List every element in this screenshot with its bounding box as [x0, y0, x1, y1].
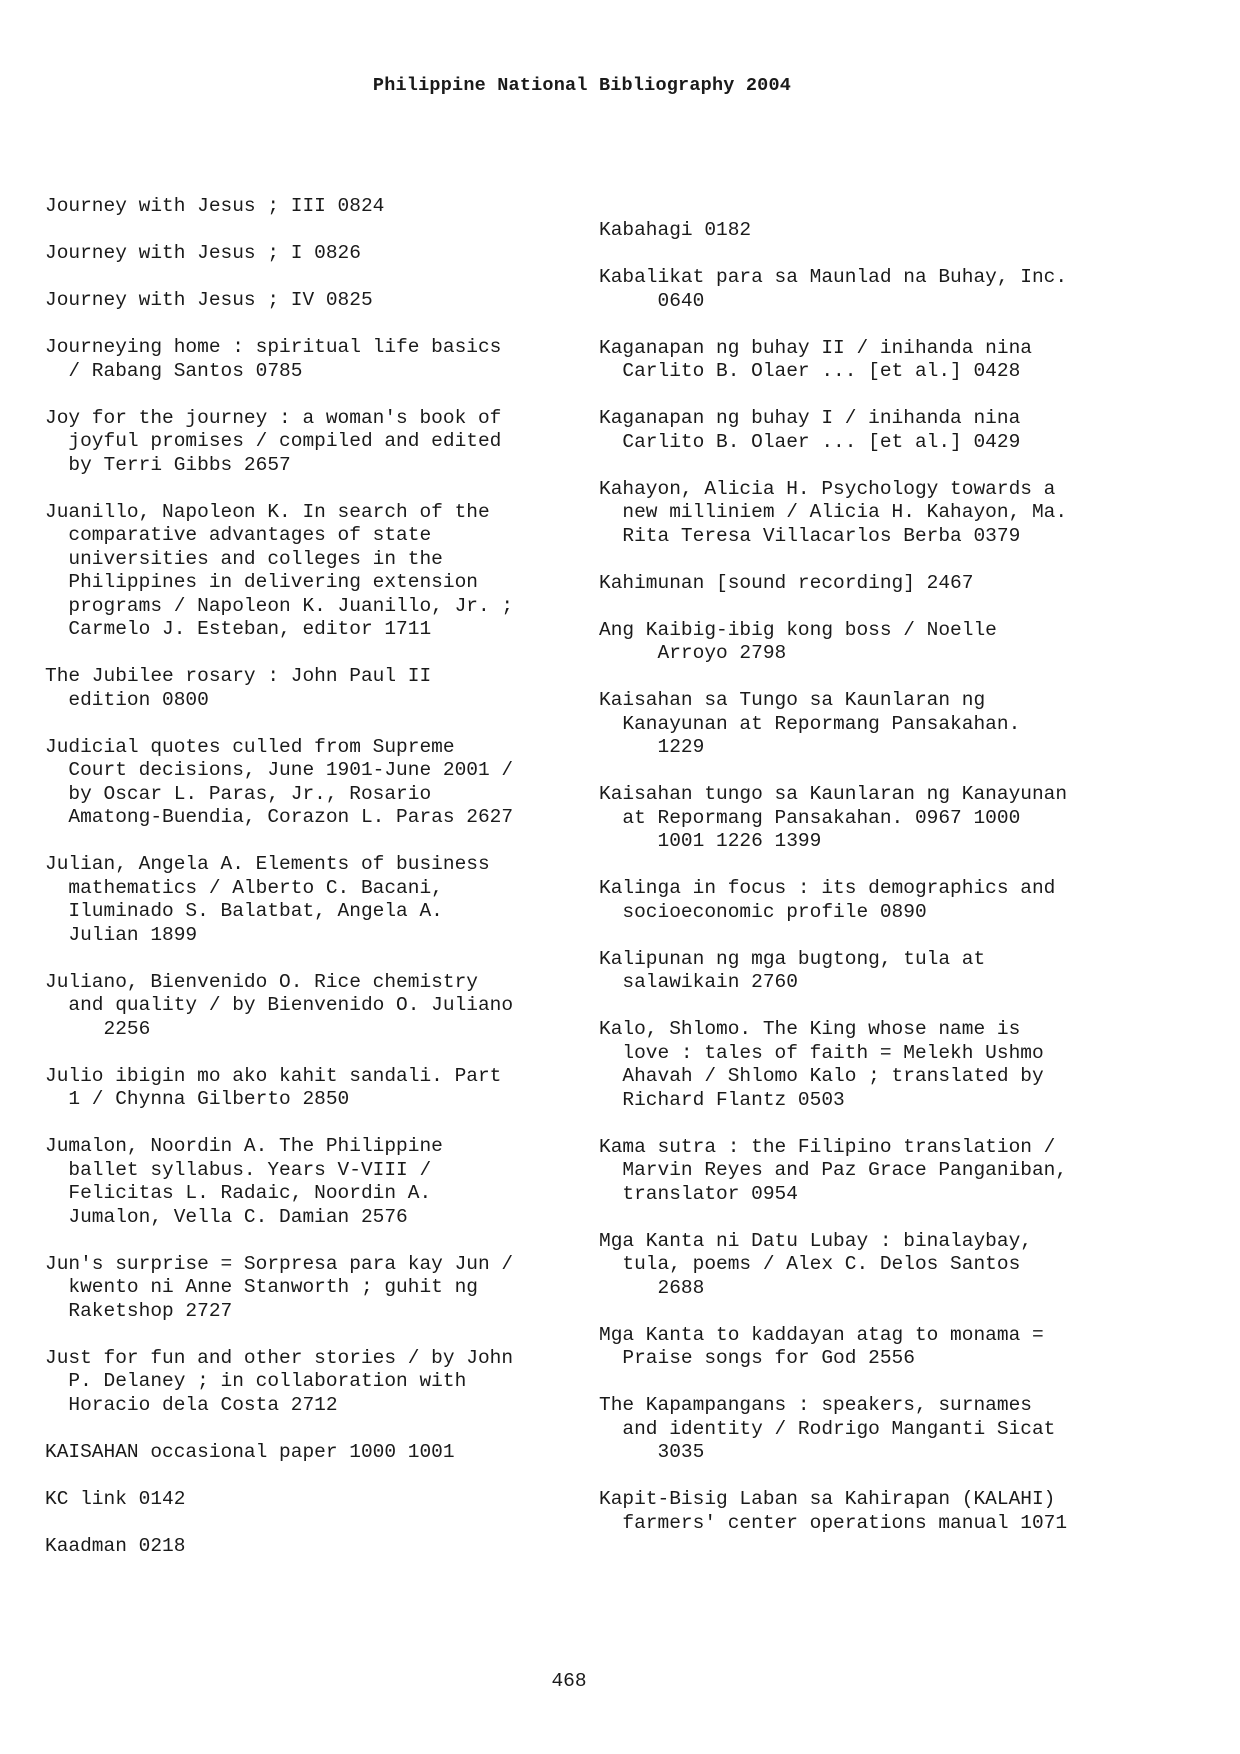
list-item: Kaganapan ng buhay I / inihanda nina Carlito B. Olaer ... [et al.] 0429 [599, 407, 1021, 453]
list-item: Kalinga in focus : its demographics and socioeconomic profile 0890 [599, 877, 1056, 923]
list-item: Judicial quotes culled from Supreme Court decisions, June 1901-June 2001 / by Oscar L. Paras, Jr., Rosario Amatong-Buendia, Corazon L. Paras 2627 [45, 735, 514, 828]
list-item: Kalipunan ng mga bugtong, tula at salawikain 2760 [599, 947, 986, 993]
list-item: Kaisahan sa Tungo sa Kaunlaran ng Kanayunan at Repormang Pansakahan. 1229 [599, 689, 1021, 758]
list-item: Kaisahan tungo sa Kaunlaran ng Kanayunan at Repormang Pansakahan. 0967 1000 1001 1226 1399 [599, 783, 1068, 852]
page-title: Philippine National Bibliography 2004 [372, 75, 792, 96]
page-number: 468 [551, 1670, 587, 1692]
list-item: Journeying home : spiritual life basics / Rabang Santos 0785 [45, 336, 502, 382]
list-item: Julian, Angela A. Elements of business mathematics / Alberto C. Bacani, Iluminado S. Balatbat, Angela A. Julian 1899 [45, 853, 490, 946]
list-item: Just for fun and other stories / by John P. Delaney ; in collaboration with Horacio dela Costa 2712 [45, 1346, 514, 1416]
list-item: The Kapampangans : speakers, surnames and identity / Rodrigo Manganti Sicat 3035 [599, 1394, 1056, 1463]
list-item: Juanillo, Napoleon K. In search of the comparative advantages of state universities and colleges in the Philippines in delivering extension programs / Napoleon K. Juanillo, Jr. ; Carmelo J. Esteban, editor 1711 [45, 500, 514, 640]
right-column [599, 219, 1139, 1559]
list-item: Kabalikat para sa Maunlad na Buhay, Inc. 0640 [599, 266, 1068, 312]
list-item: Joy for the journey : a woman's book of joyful promises / compiled and edited by Terri Gibbs 2657 [45, 406, 502, 476]
list-item: Kama sutra : the Filipino translation / Marvin Reyes and Paz Grace Panganiban, translator 0954 [599, 1135, 1068, 1205]
list-item: Kapit-Bisig Laban sa Kahirapan (KALAHI) farmers' center operations manual 1071 [599, 1488, 1068, 1534]
list-item: Jun's surprise = Sorpresa para kay Jun / kwento ni Anne Stanworth ; guhit ng Raketshop 2727 [45, 1252, 514, 1322]
list-item: Kalo, Shlomo. The King whose name is love : tales of faith = Melekh Ushmo Ahavah / Shlomo Kalo ; translated by Richard Flantz 0503 [599, 1018, 1044, 1111]
list-item: Journey with Jesus ; III 0824 [45, 195, 385, 217]
list-item: Mga Kanta ni Datu Lubay : binalaybay, tula, poems / Alex C. Delos Santos 2688 [599, 1229, 1032, 1299]
list-item: Kabahagi 0182 [599, 219, 752, 241]
list-item: KC link 0142 [45, 1487, 186, 1510]
list-item: Ang Kaibig-ibig kong boss / Noelle Arroyo 2798 [599, 618, 997, 664]
list-item: Kaganapan ng buhay II / inihanda nina Carlito B. Olaer ... [et al.] 0428 [599, 336, 1032, 382]
left-column [45, 195, 565, 1582]
list-item: The Jubilee rosary : John Paul II edition 0800 [45, 665, 432, 711]
list-item: Journey with Jesus ; I 0826 [45, 242, 361, 264]
list-item: Journey with Jesus ; IV 0825 [45, 289, 373, 311]
list-item: Kahayon, Alicia H. Psychology towards a new milliniem / Alicia H. Kahayon, Ma. Rita Teresa Villacarlos Berba 0379 [599, 477, 1068, 547]
list-item: Julio ibigin mo ako kahit sandali. Part 1 / Chynna Gilberto 2850 [45, 1064, 502, 1110]
list-item: Juliano, Bienvenido O. Rice chemistry and quality / by Bienvenido O. Juliano 2256 [45, 970, 514, 1040]
list-item: Mga Kanta to kaddayan atag to monama = Praise songs for God 2556 [599, 1323, 1044, 1369]
list-item: Kaadman 0218 [45, 1534, 186, 1557]
list-item: Jumalon, Noordin A. The Philippine ballet syllabus. Years V-VIII / Felicitas L. Radaic, Noordin A. Jumalon, Vella C. Damian 2576 [45, 1135, 443, 1228]
list-item: Kahimunan [sound recording] 2467 [599, 571, 974, 594]
list-item: KAISAHAN occasional paper 1000 1001 [45, 1440, 455, 1463]
